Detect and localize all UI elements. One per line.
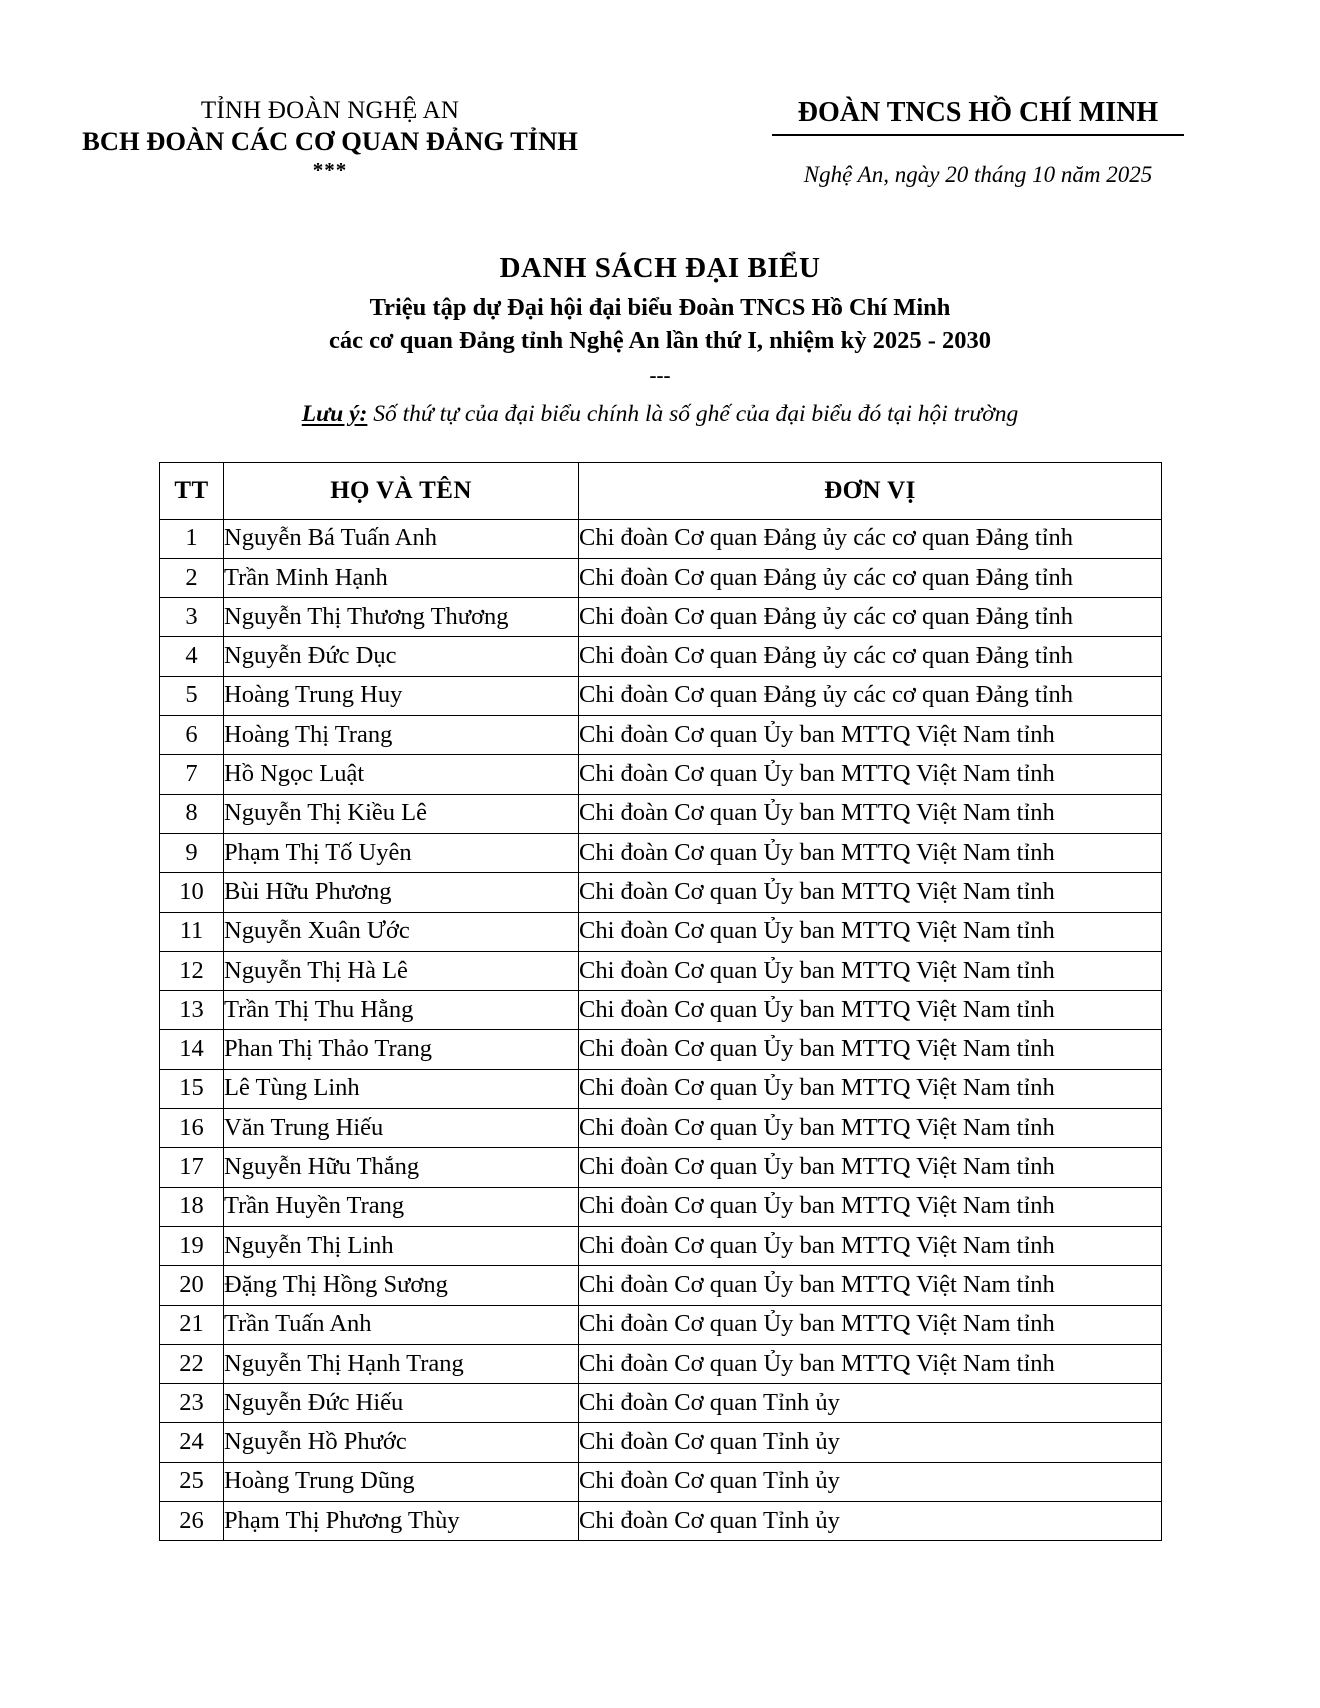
province-union-name: TỈNH ĐOÀN NGHỆ AN: [200, 97, 460, 124]
cell-name: Nguyễn Xuân Ước: [224, 912, 579, 951]
cell-name: Hoàng Trung Huy: [224, 676, 579, 715]
cell-unit: Chi đoàn Cơ quan Ủy ban MTTQ Việt Nam tỉnh: [579, 833, 1162, 872]
table-row: [160, 1344, 1162, 1383]
cell-tt: 19: [160, 1226, 224, 1265]
cell-unit: Chi đoàn Cơ quan Tỉnh ủy: [579, 1502, 1162, 1541]
table-row: [160, 676, 1162, 715]
cell-tt: 8: [160, 794, 224, 833]
cell-name: Hoàng Thị Trang: [224, 716, 579, 755]
cell-name: Nguyễn Thị Thương Thương: [224, 598, 579, 637]
cell-tt: 23: [160, 1384, 224, 1423]
cell-name: Phạm Thị Phương Thùy: [224, 1502, 579, 1541]
table-row: [160, 951, 1162, 990]
cell-tt: 13: [160, 991, 224, 1030]
cell-name: Trần Minh Hạnh: [224, 558, 579, 597]
cell-tt: 14: [160, 1030, 224, 1069]
cell-name: Trần Thị Thu Hằng: [224, 991, 579, 1030]
cell-unit: Chi đoàn Cơ quan Đảng ủy các cơ quan Đảng tỉnh: [579, 637, 1162, 676]
cell-unit: Chi đoàn Cơ quan Đảng ủy các cơ quan Đảng tỉnh: [579, 519, 1162, 558]
cell-name: Đặng Thị Hồng Sương: [224, 1266, 579, 1305]
table-row: [160, 1266, 1162, 1305]
cell-unit: Chi đoàn Cơ quan Đảng ủy các cơ quan Đảng tỉnh: [579, 598, 1162, 637]
cell-unit: Chi đoàn Cơ quan Ủy ban MTTQ Việt Nam tỉnh: [579, 1187, 1162, 1226]
cell-unit: Chi đoàn Cơ quan Tỉnh ủy: [579, 1423, 1162, 1462]
cell-name: Hồ Ngọc Luật: [224, 755, 579, 794]
table-row: [160, 558, 1162, 597]
cell-tt: 25: [160, 1462, 224, 1501]
cell-name: Nguyễn Thị Hà Lê: [224, 951, 579, 990]
cell-name: Nguyễn Bá Tuấn Anh: [224, 519, 579, 558]
cell-name: Nguyễn Đức Dục: [224, 637, 579, 676]
table-row: [160, 991, 1162, 1030]
table-row: [160, 519, 1162, 558]
cell-name: Lê Tùng Linh: [224, 1069, 579, 1108]
stars-separator: ***: [312, 157, 348, 182]
cell-unit: Chi đoàn Cơ quan Ủy ban MTTQ Việt Nam tỉnh: [579, 912, 1162, 951]
column-header-name: HỌ VÀ TÊN: [224, 462, 579, 519]
table-body: [160, 519, 1162, 1541]
note-line: [0, 401, 1320, 428]
note-text: Số thứ tự của đại biểu chính là số ghế của đại biểu đó tại hội trường: [367, 400, 1019, 427]
cell-unit: Chi đoàn Cơ quan Ủy ban MTTQ Việt Nam tỉnh: [579, 755, 1162, 794]
cell-tt: 4: [160, 637, 224, 676]
cell-unit: Chi đoàn Cơ quan Ủy ban MTTQ Việt Nam tỉnh: [579, 991, 1162, 1030]
cell-name: Trần Huyền Trang: [224, 1187, 579, 1226]
cell-unit: Chi đoàn Cơ quan Tỉnh ủy: [579, 1462, 1162, 1501]
cell-tt: 15: [160, 1069, 224, 1108]
cell-tt: 17: [160, 1148, 224, 1187]
cell-name: Nguyễn Hồ Phước: [224, 1423, 579, 1462]
cell-unit: Chi đoàn Cơ quan Ủy ban MTTQ Việt Nam tỉnh: [579, 716, 1162, 755]
table-row: [160, 1305, 1162, 1344]
cell-name: Hoàng Trung Dũng: [224, 1462, 579, 1501]
national-heading-block: [640, 96, 1308, 188]
table-row: [160, 1462, 1162, 1501]
delegate-table: [159, 462, 1162, 1542]
cell-unit: Chi đoàn Cơ quan Đảng ủy các cơ quan Đảng tỉnh: [579, 676, 1162, 715]
dash-separator: ---: [649, 362, 671, 387]
cell-tt: 18: [160, 1187, 224, 1226]
place-and-date: Nghệ An, ngày 20 tháng 10 năm 2025: [803, 162, 1153, 188]
cell-tt: 10: [160, 873, 224, 912]
cell-name: Phan Thị Thảo Trang: [224, 1030, 579, 1069]
cell-tt: 5: [160, 676, 224, 715]
table-row: [160, 833, 1162, 872]
table-row: [160, 794, 1162, 833]
cell-unit: Chi đoàn Cơ quan Đảng ủy các cơ quan Đảng tỉnh: [579, 558, 1162, 597]
document-subtitle-line-1: Triệu tập dự Đại hội đại biểu Đoàn TNCS Hồ Chí Minh: [369, 294, 951, 322]
table-row: [160, 1069, 1162, 1108]
table-row: [160, 1226, 1162, 1265]
cell-unit: Chi đoàn Cơ quan Ủy ban MTTQ Việt Nam tỉnh: [579, 1226, 1162, 1265]
cell-tt: 7: [160, 755, 224, 794]
title-underline-rule: [772, 134, 1184, 137]
cell-tt: 3: [160, 598, 224, 637]
table-row: [160, 912, 1162, 951]
column-header-tt: TT: [160, 462, 224, 519]
cell-tt: 6: [160, 716, 224, 755]
cell-tt: 11: [160, 912, 224, 951]
cell-tt: 1: [160, 519, 224, 558]
cell-tt: 24: [160, 1423, 224, 1462]
note-label: Lưu ý:: [301, 400, 368, 427]
table-row: [160, 1423, 1162, 1462]
cell-unit: Chi đoàn Cơ quan Ủy ban MTTQ Việt Nam tỉnh: [579, 1069, 1162, 1108]
document-header: [0, 0, 1320, 188]
table-row: [160, 716, 1162, 755]
table-row: [160, 1502, 1162, 1541]
cell-tt: 2: [160, 558, 224, 597]
title-block: [0, 250, 1320, 428]
cell-name: Văn Trung Hiếu: [224, 1109, 579, 1148]
cell-name: Nguyễn Đức Hiếu: [224, 1384, 579, 1423]
cell-name: Nguyễn Thị Kiều Lê: [224, 794, 579, 833]
cell-name: Trần Tuấn Anh: [224, 1305, 579, 1344]
executive-committee-name: BCH ĐOÀN CÁC CƠ QUAN ĐẢNG TỈNH: [82, 125, 578, 156]
cell-unit: Chi đoàn Cơ quan Ủy ban MTTQ Việt Nam tỉnh: [579, 1344, 1162, 1383]
table-row: [160, 1148, 1162, 1187]
table-header: [160, 462, 1162, 519]
national-organization-title: ĐOÀN TNCS HỒ CHÍ MINH: [797, 97, 1159, 128]
cell-unit: Chi đoàn Cơ quan Tỉnh ủy: [579, 1384, 1162, 1423]
cell-unit: Chi đoàn Cơ quan Ủy ban MTTQ Việt Nam tỉnh: [579, 951, 1162, 990]
document-subtitle-line-2: các cơ quan Đảng tỉnh Nghệ An lần thứ I, nhiệm kỳ 2025 - 2030: [329, 326, 991, 354]
cell-name: Nguyễn Hữu Thắng: [224, 1148, 579, 1187]
table-header-row: [160, 462, 1162, 519]
table-row: [160, 755, 1162, 794]
cell-tt: 20: [160, 1266, 224, 1305]
table-row: [160, 637, 1162, 676]
table-row: [160, 1384, 1162, 1423]
cell-tt: 21: [160, 1305, 224, 1344]
table-row: [160, 1187, 1162, 1226]
table-row: [160, 873, 1162, 912]
cell-unit: Chi đoàn Cơ quan Ủy ban MTTQ Việt Nam tỉnh: [579, 1109, 1162, 1148]
table-row: [160, 1030, 1162, 1069]
cell-unit: Chi đoàn Cơ quan Ủy ban MTTQ Việt Nam tỉnh: [579, 1148, 1162, 1187]
cell-unit: Chi đoàn Cơ quan Ủy ban MTTQ Việt Nam tỉnh: [579, 1030, 1162, 1069]
cell-tt: 12: [160, 951, 224, 990]
cell-unit: Chi đoàn Cơ quan Ủy ban MTTQ Việt Nam tỉnh: [579, 794, 1162, 833]
cell-tt: 26: [160, 1502, 224, 1541]
cell-unit: Chi đoàn Cơ quan Ủy ban MTTQ Việt Nam tỉnh: [579, 1305, 1162, 1344]
cell-tt: 9: [160, 833, 224, 872]
column-header-unit: ĐƠN VỊ: [579, 462, 1162, 519]
table-row: [160, 598, 1162, 637]
cell-name: Phạm Thị Tố Uyên: [224, 833, 579, 872]
cell-name: Nguyễn Thị Hạnh Trang: [224, 1344, 579, 1383]
cell-name: Nguyễn Thị Linh: [224, 1226, 579, 1265]
cell-tt: 22: [160, 1344, 224, 1383]
issuing-organization-block: [0, 96, 640, 182]
cell-name: Bùi Hữu Phương: [224, 873, 579, 912]
cell-unit: Chi đoàn Cơ quan Ủy ban MTTQ Việt Nam tỉnh: [579, 1266, 1162, 1305]
document-title: DANH SÁCH ĐẠI BIỂU: [499, 252, 821, 285]
cell-unit: Chi đoàn Cơ quan Ủy ban MTTQ Việt Nam tỉnh: [579, 873, 1162, 912]
delegate-table-container: [159, 462, 1161, 1542]
cell-tt: 16: [160, 1109, 224, 1148]
table-row: [160, 1109, 1162, 1148]
